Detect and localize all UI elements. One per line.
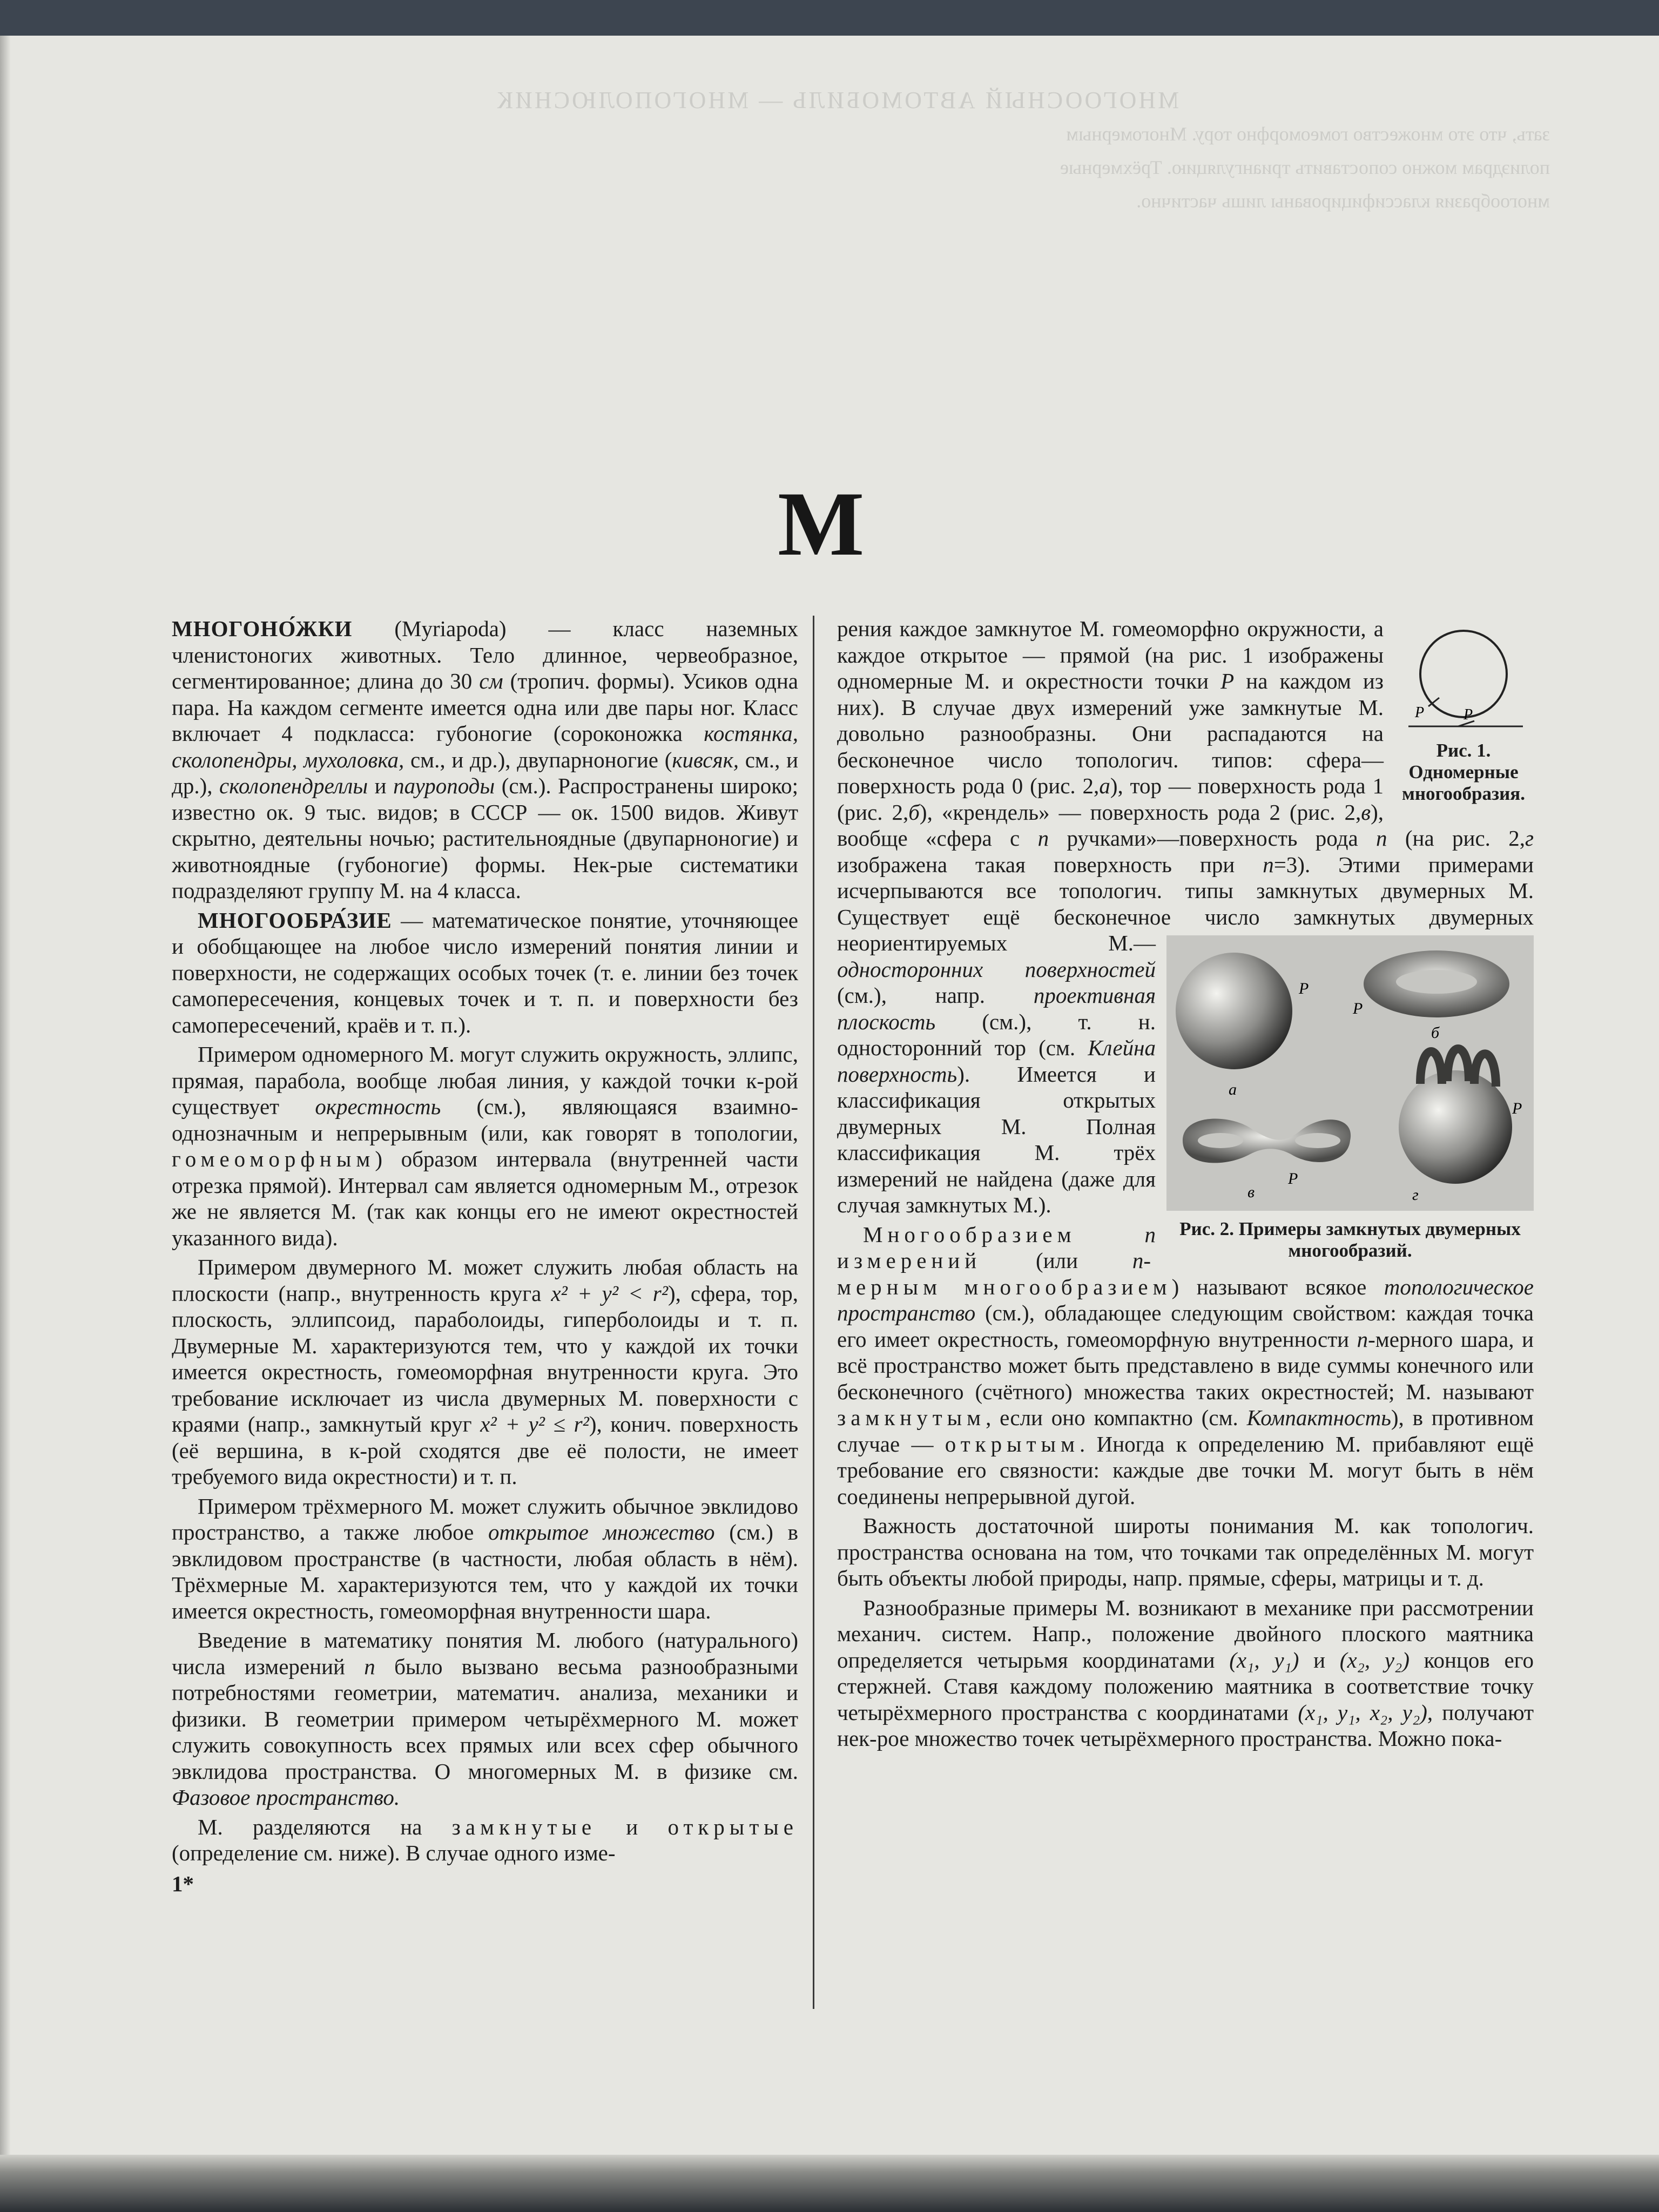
- text: =3). Этими примерами исчерпываются все топологич. типы замкнутых двумерных М. Существует ещё бесконечное число замкнутых двумерных неориентируемых М.—: [837, 852, 1534, 955]
- text: см., и др.),: [172, 747, 799, 798]
- formula: (x₂, y₂): [1339, 1647, 1410, 1673]
- text: рения каждое замкнутое М. гомеоморфно окружности, а каждое открытое — прямой (на рис. 1 изображены одномерные М. и окрестности точки: [837, 616, 1384, 693]
- text: и: [1299, 1647, 1340, 1673]
- point-label-p: P: [1288, 1170, 1298, 1188]
- italic-text: б: [908, 799, 920, 825]
- italic-text: n: [1376, 826, 1387, 851]
- text: — математическое понятие, уточняющее и обобщающее на любое число измерений понятия линии и поверхности, не содержащих особых точек (т. е. линии без точек самопересечения, концевых точек и т. п. и поверхности без самопересечений, краёв и т. п.).: [172, 907, 798, 1037]
- label-a: а: [1229, 1081, 1237, 1098]
- paragraph: [172, 1254, 798, 1490]
- text: (см.). Распространены широко; известно ок. 9 тыс. видов; в СССР — ок. 1500 видов. Живут скрытно, деятельны ночью; растительноядные (двупарноногие) и животноядные (губоногие) формы. Нек-рые систематики подразделяют группу М. на 4 класса.: [172, 773, 798, 903]
- point-label-p: P: [1415, 704, 1425, 721]
- italic-text: костянка, сколопендры, мухоловка,: [172, 721, 798, 772]
- italic-text: открытое множество: [488, 1520, 715, 1545]
- bleed-header: МНОГООСНЫЙ АВТОМОБИЛЬ — МНОГОПОЛЮСНИК: [495, 87, 1179, 113]
- sphere: [1176, 953, 1292, 1069]
- italic-text: пауроподы: [393, 773, 495, 798]
- text: концов его стержней. Ставя каждому положению маятника в соответствие точку четырёхмерного пространства с координатами: [837, 1647, 1534, 1725]
- entry-mnogoobrazie: [172, 907, 798, 1038]
- label-g: г: [1412, 1186, 1419, 1204]
- text: (на рис. 2,: [1387, 826, 1525, 851]
- point-label-p: P: [1353, 1000, 1363, 1017]
- italic-text: P: [1220, 669, 1235, 693]
- italic-text: г: [1525, 826, 1534, 851]
- text: см., и др.), двупарноногие (: [404, 747, 672, 772]
- text: . Иногда к определению М. прибавляют ещё требование его связности: каждые две точки М. могут быть в нём соединены непрерывной дугой.: [837, 1431, 1534, 1509]
- figure-1: [1393, 626, 1534, 805]
- text: (или: [981, 1248, 1132, 1273]
- figure-2-caption: Рис. 2. Примеры замкнутых двумерных многообразий.: [1179, 1218, 1521, 1261]
- text: (см.), напр.: [837, 983, 1034, 1008]
- column-divider: [813, 616, 814, 2009]
- label-b: б: [1431, 1024, 1440, 1042]
- italic-text: проективная плоскость: [837, 983, 1156, 1034]
- text: Разнообразные примеры М. возникают в механике при рассмотрении механич. систем. Напр., положение двойного плоского маятника определяется четырьмя координатами: [837, 1595, 1534, 1673]
- double-torus-hole: [1198, 1133, 1243, 1148]
- text: , если оно компактно (см.: [986, 1405, 1247, 1430]
- italic-text: сколопендреллы: [219, 773, 368, 798]
- text: и: [596, 1814, 668, 1839]
- text: ), в противном случае —: [837, 1405, 1534, 1456]
- formula: (x₁, y₁): [1229, 1647, 1299, 1673]
- text: , получают нек-рое множество точек четырёхмерного пространства. Можно пока-: [837, 1700, 1534, 1751]
- text: ) называют всякое: [1171, 1274, 1384, 1299]
- label-v: в: [1247, 1183, 1255, 1201]
- right-column: [837, 616, 1534, 1755]
- entry-mnogonozhki: [172, 616, 798, 904]
- italic-text: Компактность: [1246, 1405, 1391, 1430]
- text: (см.), т. н. односторонний тор (см.: [837, 1009, 1156, 1060]
- italic-text: n: [1357, 1326, 1368, 1352]
- text: ), конич. поверхность (её вершина, в к-рой сходятся две её полости, не имеет требуемого вида окрестности) и т. п.: [172, 1412, 798, 1489]
- text: (определение см. ниже). В случае одного изме-: [172, 1840, 616, 1865]
- text: ), вообще «сфера с: [837, 799, 1384, 851]
- spaced-text: открытые: [667, 1814, 798, 1839]
- bleed-line: зать, что это множество гомеоморфно тору. Многомерным: [1066, 123, 1550, 145]
- spaced-text: замкнутые: [451, 1814, 597, 1839]
- italic-text: окрестность: [315, 1094, 441, 1119]
- paragraph: [172, 1627, 798, 1811]
- formula: (x₁, y₁, x₂, y₂): [1298, 1700, 1427, 1725]
- text: ) образом интервала (внутренней части отрезка прямой). Интервал сам является одномерным М., отрезок же не является М. (так как концы его не имеют окрестностей указанного вида).: [172, 1147, 798, 1250]
- formula: x² + y² < r²: [551, 1280, 668, 1306]
- spaced-text: гомеоморфным: [172, 1147, 375, 1171]
- italic-text: n: [364, 1654, 375, 1679]
- text: (см.), являющаяся взаимно-однозначным и непрерывным (или, как говорят в топологии,: [172, 1094, 798, 1145]
- text: на каждом из них). В случае двух измерений уже замкнутые М. довольно разнообразны. Они распадаются на бесконечное число топологич. типов: сфера—поверхность рода 0 (рис. 2,: [837, 669, 1384, 798]
- text: (см.), обладающее следующим свойством: каждая точка его имеет окрестность, гомеоморфную внутренности: [837, 1300, 1534, 1352]
- italic-text: односторонних поверхностей: [837, 956, 1156, 982]
- text: и: [368, 773, 394, 798]
- text: ручками»—поверхность рода: [1049, 826, 1377, 851]
- bleed-through-text: [124, 86, 1550, 529]
- entry-title: МНОГООБРА́ЗИЕ: [198, 907, 392, 933]
- spaced-text: измерений: [837, 1248, 982, 1273]
- point-label-p: P: [1299, 980, 1309, 997]
- italic-text: Фазовое пространство.: [172, 1785, 400, 1810]
- paragraph: [172, 1041, 798, 1251]
- sphere-with-handles: [1399, 1070, 1512, 1184]
- text: Примером трёхмерного М. может служить обычное эвклидово пространство, а также любое: [172, 1493, 798, 1545]
- text: -мерного шара, и всё пространство может быть представлено в виде суммы конечного или бесконечного (счётного) множества таких окрестностей; М. называют: [837, 1326, 1534, 1404]
- bleed-line: полиэдрам можно сопоставить триангуляцию. Трёхмерные: [1060, 157, 1550, 178]
- figure-1-drawing: [1399, 626, 1528, 740]
- section-letter: М: [778, 473, 865, 575]
- paragraph: Важность достаточной широты понимания М. как топологич. пространства основана на том, что точками так определённых М. могут быть объекты любой природы, напр. прямые, сферы, матрицы и т. д.: [837, 1513, 1534, 1590]
- paragraph: [172, 1814, 798, 1866]
- italic-text: в: [1361, 799, 1371, 825]
- point-label-p: P: [1512, 1100, 1522, 1117]
- circle-manifold: [1420, 631, 1507, 717]
- spaced-text: -мерным многообразием: [837, 1248, 1172, 1299]
- italic-text: кивсяк,: [672, 747, 739, 772]
- text: было вызвано весьма разнообразными потребностями геометрии, математич. анализа, механики и физики. В геометрии примером четырёхмерного М. может служить совокупность всех прямых или всех сфер обычного эвклидова пространства. О многомерных М. в физике см.: [172, 1654, 798, 1784]
- figure-2: [1166, 935, 1534, 1262]
- paragraph: [172, 1493, 798, 1624]
- text: (Myriapoda) — класс наземных членистоногих животных. Тело длинное, червеобразное, сегментированное; длина до 30: [172, 616, 798, 693]
- text: Примером одномерного М. могут служить окружность, эллипс, прямая, парабола, вообще любая линия, у каждой точки к-рой существует: [172, 1042, 798, 1119]
- bleed-line: многообразия классифицированы лишь частично.: [1136, 190, 1550, 212]
- text: ), сфера, тор, плоскость, эллипсоид, параболоиды, гиперболоиды и т. п. Двумерные М. характеризуются тем, что у каждой их точки имеется окрестность, гомеоморфная внутренности круга. Это требование исключает из числа двумерных М. поверхности с краями (напр., замкнутый круг: [172, 1280, 798, 1437]
- text: изображена такая поверхность при: [837, 852, 1263, 877]
- italic-text: n: [1144, 1222, 1156, 1247]
- text: ), тор — поверхность рода 1 (рис. 2,: [837, 773, 1384, 825]
- page-number: 1*: [172, 1871, 194, 1896]
- point-label-p: P: [1464, 706, 1473, 723]
- double-torus-hole: [1295, 1133, 1340, 1148]
- text: Введение в математику понятия М. любого (натурального) числа измерений: [172, 1628, 798, 1679]
- paragraph: [837, 1595, 1534, 1752]
- spaced-text: Многообразием: [863, 1222, 1076, 1247]
- italic-text: а: [1099, 773, 1110, 798]
- italic-text: Клейна поверхность: [837, 1035, 1156, 1087]
- italic-text: n: [1037, 826, 1049, 851]
- text: М. разделяются на: [198, 1814, 452, 1839]
- italic-text: см: [479, 669, 503, 693]
- text: Примером двумерного М. может служить любая область на плоскости (напр., внутренность круга: [172, 1255, 798, 1306]
- paragraph: [837, 1222, 1534, 1510]
- italic-text: топологическое пространство: [837, 1274, 1534, 1325]
- left-column: [172, 616, 798, 1900]
- formula: x² + y² ≤ r²: [480, 1412, 589, 1437]
- spaced-text: открытым: [945, 1431, 1080, 1456]
- figure-2-drawing: [1166, 935, 1534, 1211]
- entry-title: МНОГОНО́ЖКИ: [172, 616, 353, 641]
- page-bottom-edge: [0, 2155, 1659, 2212]
- text: (тропич. формы). Усиков одна пара. На каждом сегменте имеется одна или две пары ног. Класс включает 4 подкласса: губоногие (сороконожка: [172, 669, 798, 746]
- italic-text: n: [1132, 1248, 1144, 1273]
- torus-hole: [1396, 970, 1477, 994]
- text: (см.) в эвклидовом пространстве (в частности, любая область в нём). Трёхмерные М. характеризуются тем, что у каждой их точки имеется окрестность, гомеоморфная внутренности шара.: [172, 1520, 799, 1623]
- figure-1-caption: Рис. 1. Одномерные многообразия.: [1402, 740, 1525, 804]
- page-shadow: [0, 36, 11, 2160]
- spaced-text: замкнутым: [837, 1405, 986, 1430]
- italic-text: n: [1263, 852, 1274, 877]
- text: ). Имеется и классификация открытых двумерных М. Полная классификация М. трёх измерений не найдена (даже для случая замкнутых М.).: [837, 1061, 1156, 1217]
- text: ), «крендель» — поверхность рода 2 (рис. 2,: [919, 799, 1361, 825]
